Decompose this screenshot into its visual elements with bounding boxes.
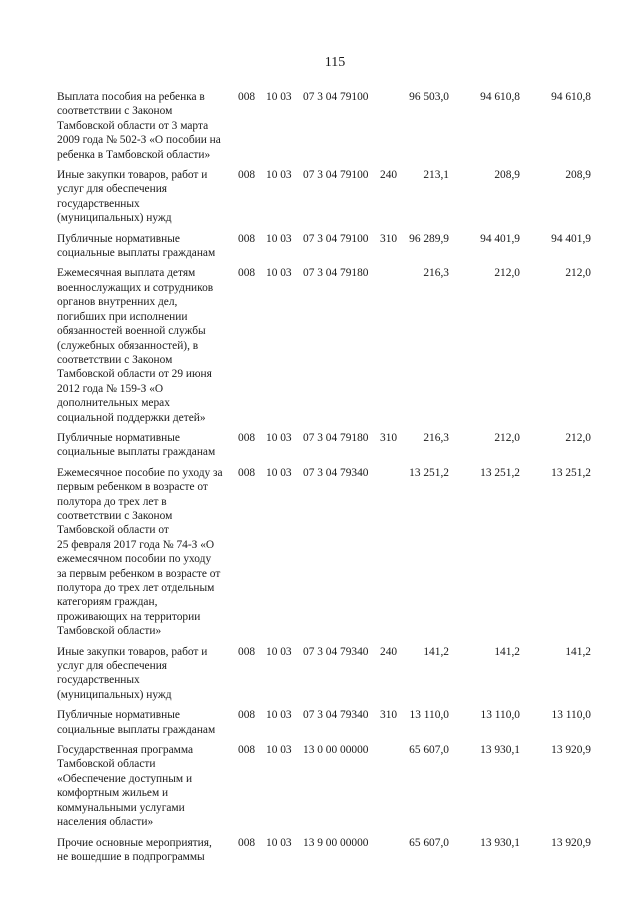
row-description: Государственная программа Тамбовской области «Обеспечение доступным и комфортным жильем и коммунальными услугами населения области» bbox=[57, 744, 194, 829]
section-code: 10 03 bbox=[266, 431, 292, 444]
expense-type-code: 310 bbox=[380, 431, 398, 444]
section-code: 10 03 bbox=[266, 267, 292, 280]
amount-year-1: 96 289,9 bbox=[409, 232, 449, 245]
section-code: 10 03 bbox=[266, 466, 292, 479]
section-code: 10 03 bbox=[266, 645, 292, 658]
expense-type-code: 240 bbox=[380, 645, 398, 658]
target-article-code: 13 9 00 00000 bbox=[303, 836, 369, 849]
amount-year-1: 13 110,0 bbox=[409, 709, 449, 722]
target-article-code: 07 3 04 79340 bbox=[303, 645, 369, 658]
row-description: Выплата пособия на ребенка в соответствии с Законом Тамбовской области от 3 марта 2009 года № 502-З «О пособии на ребенка в Тамбовской области» bbox=[57, 91, 221, 161]
amount-year-1: 216,3 bbox=[423, 267, 449, 280]
row-description: Иные закупки товаров, работ и услуг для обеспечения государственных (муниципальных) нужд bbox=[57, 645, 208, 701]
amount-year-1: 213,1 bbox=[423, 169, 449, 182]
table-row bbox=[57, 168, 617, 226]
table-row bbox=[57, 266, 617, 424]
amount-year-2: 13 930,1 bbox=[480, 744, 520, 757]
amount-year-3: 13 920,9 bbox=[551, 836, 591, 849]
table-row bbox=[57, 743, 617, 829]
amount-year-3: 13 920,9 bbox=[551, 744, 591, 757]
budget-table bbox=[57, 90, 617, 870]
amount-year-3: 141,2 bbox=[565, 645, 591, 658]
section-code: 10 03 bbox=[266, 232, 292, 245]
department-code: 008 bbox=[238, 836, 256, 849]
section-code: 10 03 bbox=[266, 709, 292, 722]
department-code: 008 bbox=[238, 91, 256, 103]
amount-year-3: 208,9 bbox=[565, 169, 591, 182]
table-row bbox=[57, 836, 617, 865]
amount-year-3: 13 110,0 bbox=[551, 709, 591, 722]
target-article-code: 07 3 04 79340 bbox=[303, 709, 369, 722]
target-article-code: 13 0 00 00000 bbox=[303, 744, 369, 757]
row-description: Ежемесячное пособие по уходу за первым ребенком в возрасте от полутора до трех лет в соответствии с Законом Тамбовской области от 25 февраля 2017 года № 74-З «О ежемесячном пособии по уходу за первым ребенком в возрасте от полутора до трех лет отдельным категориям граждан, проживающих на территории Тамбовской области» bbox=[57, 466, 223, 638]
expense-type-code: 310 bbox=[380, 232, 398, 245]
target-article-code: 07 3 04 79100 bbox=[303, 91, 369, 103]
department-code: 008 bbox=[238, 645, 256, 658]
amount-year-3: 212,0 bbox=[565, 267, 591, 280]
amount-year-2: 13 930,1 bbox=[480, 836, 520, 849]
department-code: 008 bbox=[238, 744, 256, 757]
target-article-code: 07 3 04 79100 bbox=[303, 232, 369, 245]
amount-year-3: 94 401,9 bbox=[551, 232, 591, 245]
target-article-code: 07 3 04 79180 bbox=[303, 267, 369, 280]
table-row bbox=[57, 645, 617, 703]
expense-type-code: 240 bbox=[380, 169, 398, 182]
amount-year-1: 141,2 bbox=[423, 645, 449, 658]
expense-type-code: 310 bbox=[380, 709, 398, 722]
amount-year-2: 94 401,9 bbox=[480, 232, 520, 245]
amount-year-1: 65 607,0 bbox=[409, 836, 449, 849]
amount-year-2: 141,2 bbox=[494, 645, 520, 658]
section-code: 10 03 bbox=[266, 169, 292, 182]
section-code: 10 03 bbox=[266, 91, 292, 103]
amount-year-3: 94 610,8 bbox=[551, 91, 591, 103]
target-article-code: 07 3 04 79100 bbox=[303, 169, 369, 182]
row-description: Публичные нормативные социальные выплаты гражданам bbox=[57, 431, 216, 459]
amount-year-2: 212,0 bbox=[494, 431, 520, 444]
target-article-code: 07 3 04 79340 bbox=[303, 466, 369, 479]
row-description: Прочие основные мероприятия, не вошедшие в подпрограммы bbox=[57, 836, 212, 863]
amount-year-3: 212,0 bbox=[565, 431, 591, 444]
row-description: Публичные нормативные социальные выплаты гражданам bbox=[57, 709, 216, 736]
table-row bbox=[57, 466, 617, 639]
amount-year-1: 65 607,0 bbox=[409, 744, 449, 757]
table-row bbox=[57, 232, 617, 261]
target-article-code: 07 3 04 79180 bbox=[303, 431, 369, 444]
department-code: 008 bbox=[238, 169, 256, 182]
section-code: 10 03 bbox=[266, 836, 292, 849]
row-description: Публичные нормативные социальные выплаты гражданам bbox=[57, 232, 216, 260]
amount-year-2: 212,0 bbox=[494, 267, 520, 280]
department-code: 008 bbox=[238, 431, 256, 444]
table-row bbox=[57, 708, 617, 737]
section-code: 10 03 bbox=[266, 744, 292, 757]
amount-year-1: 96 503,0 bbox=[409, 91, 449, 103]
row-description: Иные закупки товаров, работ и услуг для обеспечения государственных (муниципальных) нужд bbox=[57, 169, 208, 225]
department-code: 008 bbox=[238, 709, 256, 722]
row-description: Ежемесячная выплата детям военнослужащих и сотрудников органов внутренних дел, погибших при исполнении обязанностей военной службы (служебных обязанностей), в соответствии с Законом Тамбовской области от 29 июня 2012 года № 159-З «О дополнительных мерах социальной поддержки детей» bbox=[57, 267, 214, 424]
department-code: 008 bbox=[238, 267, 256, 280]
page-number: 115 bbox=[324, 55, 346, 70]
department-code: 008 bbox=[238, 466, 256, 479]
table-row bbox=[57, 90, 617, 162]
amount-year-2: 94 610,8 bbox=[480, 91, 520, 103]
amount-year-2: 13 110,0 bbox=[480, 709, 520, 722]
amount-year-3: 13 251,2 bbox=[551, 466, 591, 479]
amount-year-2: 208,9 bbox=[494, 169, 520, 182]
amount-year-1: 216,3 bbox=[423, 431, 449, 444]
department-code: 008 bbox=[238, 232, 256, 245]
amount-year-2: 13 251,2 bbox=[480, 466, 520, 479]
table-row bbox=[57, 431, 617, 460]
amount-year-1: 13 251,2 bbox=[409, 466, 449, 479]
